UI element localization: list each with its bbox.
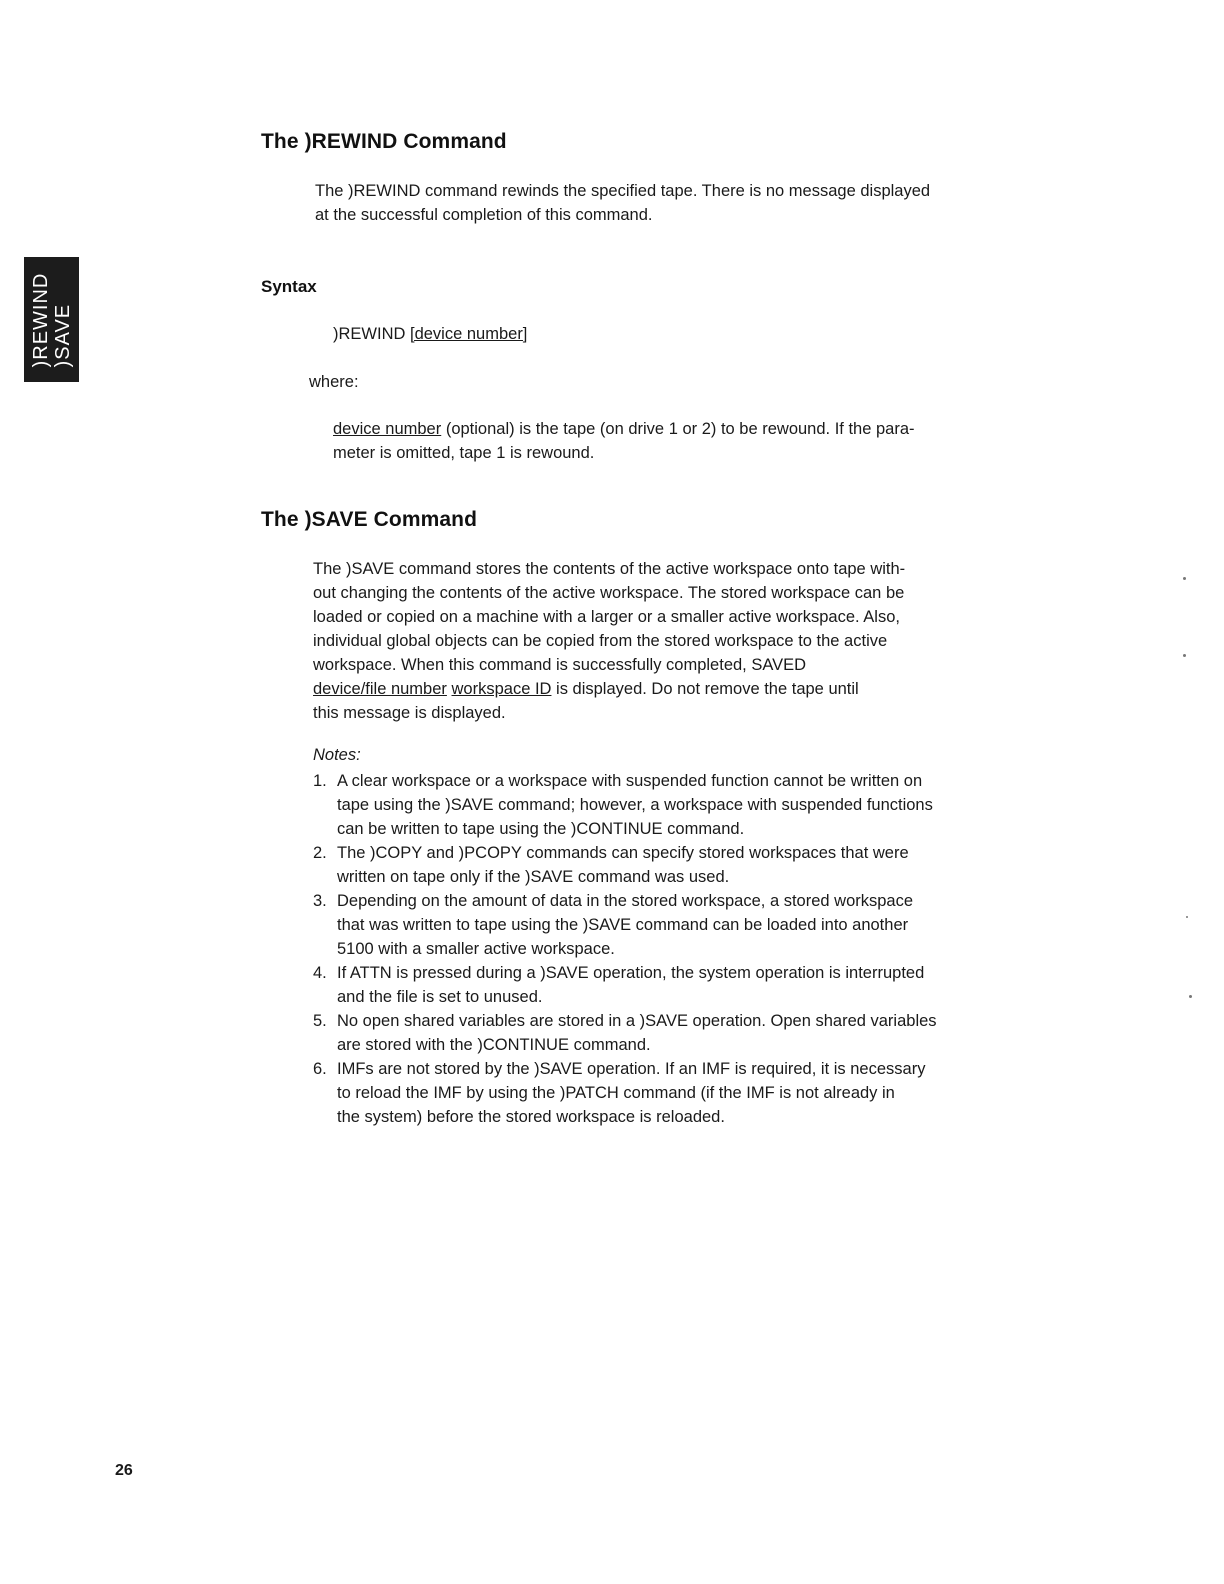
note-number: 2. [313, 844, 327, 862]
note-item [313, 769, 1013, 841]
note-line: A clear workspace or a workspace with suspended function cannot be written on [337, 772, 923, 790]
section-tab-line-2: )SAVE [51, 303, 74, 367]
note-line: IMFs are not stored by the )SAVE operation. If an IMF is required, it is necessary [337, 1060, 926, 1078]
save-description-line: this message is displayed. [313, 704, 506, 722]
save-description-line: loaded or copied on a machine with a larger or a smaller active workspace. Also, [313, 608, 900, 626]
rewind-heading: The )REWIND Command [261, 130, 507, 153]
note-item [313, 1009, 1013, 1057]
scan-speck [1186, 916, 1188, 918]
note-line: written on tape only if the )SAVE command was used. [337, 868, 730, 886]
scan-speck [1183, 654, 1186, 657]
note-line: No open shared variables are stored in a )SAVE operation. Open shared variables [337, 1012, 937, 1030]
note-item [313, 889, 1013, 961]
syntax-line [333, 322, 527, 346]
save-description-line: The )SAVE command stores the contents of the active workspace onto tape with- [313, 560, 906, 578]
note-number: 6. [313, 1060, 327, 1078]
syntax-parameter: [device number] [410, 325, 528, 343]
save-description-line: workspace. When this command is successfully completed, SAVED [313, 656, 807, 674]
parameter-description-line: meter is omitted, tape 1 is rewound. [333, 444, 595, 462]
syntax-command: )REWIND [333, 325, 410, 343]
save-description-line: individual global objects can be copied from the stored workspace to the active [313, 632, 888, 650]
note-line: The )COPY and )PCOPY commands can specify stored workspaces that were [337, 844, 909, 862]
note-number: 3. [313, 892, 327, 910]
save-description-line: out changing the contents of the active workspace. The stored workspace can be [313, 584, 905, 602]
note-number: 5. [313, 1012, 327, 1030]
section-tab [24, 257, 79, 382]
workspace-id-term: workspace ID [451, 680, 552, 698]
note-item [313, 961, 1013, 1009]
note-line: that was written to tape using the )SAVE command can be loaded into another [337, 916, 909, 934]
notes-ordered-list [313, 769, 1013, 1129]
section-tab-label [30, 272, 74, 367]
note-line: can be written to tape using the )CONTINUE command. [337, 820, 745, 838]
parameter-description-line [333, 417, 1033, 441]
page-number: 26 [115, 1462, 133, 1479]
note-number: 1. [313, 772, 327, 790]
note-line: to reload the IMF by using the )PATCH command (if the IMF is not already in [337, 1084, 895, 1102]
where-label: where: [309, 373, 359, 391]
note-line: If ATTN is pressed during a )SAVE operation, the system operation is interrupted [337, 964, 925, 982]
note-line: Depending on the amount of data in the stored workspace, a stored workspace [337, 892, 914, 910]
save-description [313, 557, 1033, 725]
scan-speck [1183, 577, 1186, 580]
save-description-line [313, 677, 1033, 701]
note-line: and the file is set to unused. [337, 988, 543, 1006]
notes-list [313, 769, 1013, 1129]
section-tab-line-1: )REWIND [29, 272, 52, 367]
note-number: 4. [313, 964, 327, 982]
scan-speck [1189, 995, 1192, 998]
note-item [313, 1057, 1013, 1129]
rewind-intro-line: The )REWIND command rewinds the specified tape. There is no message displayed [315, 182, 931, 200]
note-line: 5100 with a smaller active workspace. [337, 940, 615, 958]
note-item [313, 841, 1013, 889]
save-heading: The )SAVE Command [261, 508, 477, 531]
save-description-text: is displayed. Do not remove the tape until [551, 680, 859, 698]
parameter-name: device number [333, 420, 442, 438]
syntax-heading: Syntax [261, 277, 317, 296]
note-line: the system) before the stored workspace is reloaded. [337, 1108, 725, 1126]
notes-title: Notes: [313, 746, 361, 764]
parameter-description-text: (optional) is the tape (on drive 1 or 2) to be rewound. If the para- [441, 420, 915, 438]
rewind-intro-line: at the successful completion of this command. [315, 206, 653, 224]
rewind-intro [315, 179, 1035, 227]
note-line: are stored with the )CONTINUE command. [337, 1036, 651, 1054]
device-file-number-term: device/file number [313, 680, 447, 698]
note-line: tape using the )SAVE command; however, a workspace with suspended functions [337, 796, 933, 814]
parameter-description [333, 417, 1033, 465]
